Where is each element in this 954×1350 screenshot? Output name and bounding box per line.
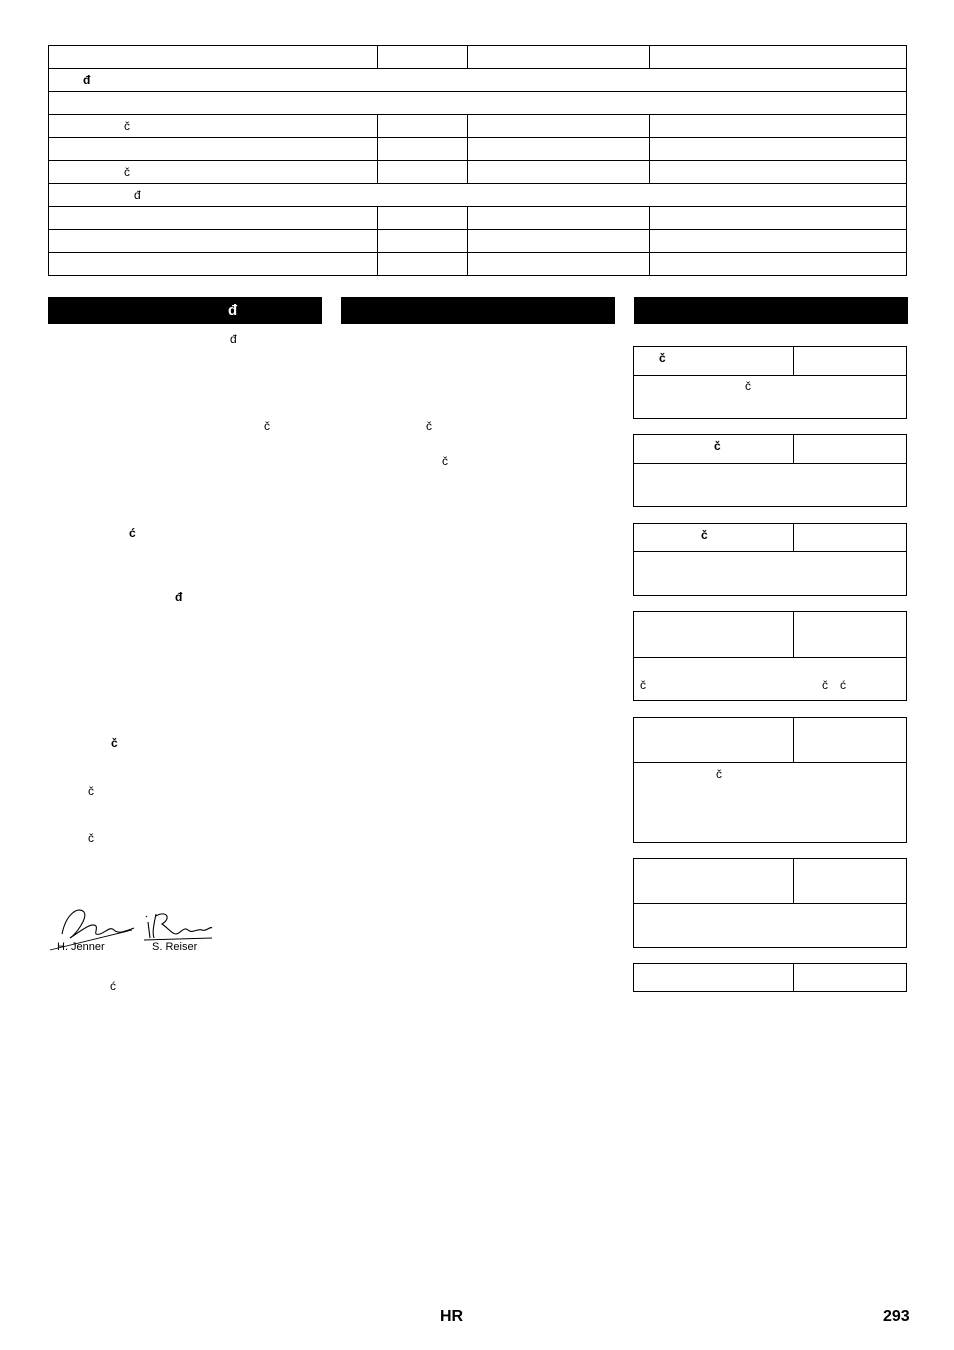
table-row [49,207,907,230]
info-box [633,523,907,596]
info-box [633,611,907,701]
row-label: č [49,161,378,184]
text-fragment: đ [230,332,237,346]
table-row [49,46,907,69]
table-row [49,161,907,184]
info-box [633,963,907,992]
text-fragment: ć [110,979,116,993]
info-box-title: č [659,351,666,365]
signature-block [48,904,218,956]
info-box [633,858,907,948]
text-fragment: č [88,831,94,845]
info-box-body: č [640,678,646,692]
table-section-row [49,184,907,207]
section-label: đ [49,184,907,207]
signature-name-2: S. Reiser [152,941,198,953]
info-box-body: ć [840,678,846,692]
section-header-left [48,297,322,324]
table-row [49,230,907,253]
section-label: đ [49,69,907,92]
text-fragment: č [442,454,448,468]
table-section-row [49,69,907,92]
section-header-right [634,297,908,324]
info-box-title: č [701,528,708,542]
text-fragment: đ [175,590,183,604]
page-number: 293 [883,1308,910,1325]
text-fragment: č [88,784,94,798]
text-fragment: ć [129,526,136,540]
table-row [49,253,907,276]
info-box-body: č [716,767,722,781]
info-box [633,717,907,843]
info-box-body: č [822,678,828,692]
signature-name-1: H. Jenner [57,941,105,953]
text-fragment: č [264,419,270,433]
section-header-left-text: đ [228,302,238,319]
info-box [633,346,907,419]
section-header-middle [341,297,615,324]
table-row [49,115,907,138]
table-section-row [49,92,907,115]
row-label: č [49,115,378,138]
info-box-title: č [714,439,721,453]
text-fragment: č [426,419,432,433]
text-fragment: č [111,736,118,750]
info-box [633,434,907,507]
table-row [49,138,907,161]
spec-table [48,45,907,276]
footer-language: HR [440,1308,464,1325]
info-box-body: č [745,379,751,393]
